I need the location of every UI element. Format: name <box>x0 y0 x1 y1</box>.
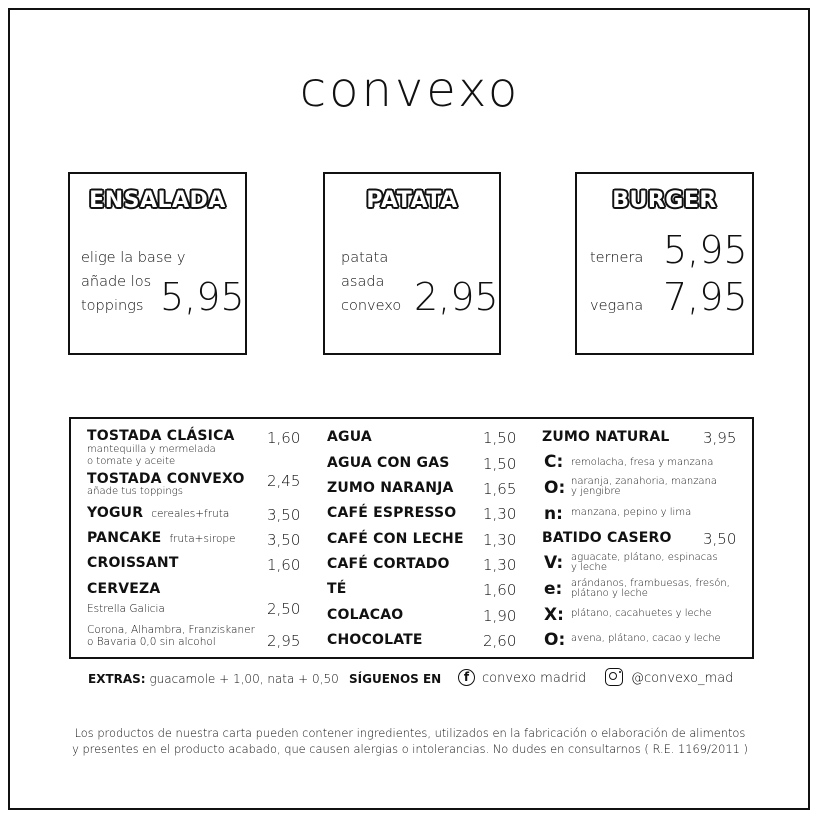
price-estrella-galicia: 2,50 <box>267 600 301 618</box>
burger-box <box>575 172 754 355</box>
sub-cervezas-2: o Bavaria 0,0 sin alcohol <box>87 636 216 648</box>
burger-title: BURGER <box>612 188 717 213</box>
item-zumo-natural: ZUMO NATURAL <box>542 429 670 445</box>
price-zumo-natural: 3,95 <box>703 429 737 447</box>
extras-text: guacamole + 1,00, nata + 0,50 <box>149 672 339 686</box>
batido-desc-e-2: plátano y leche <box>571 588 648 599</box>
burger-option-ternera: ternera <box>590 250 644 266</box>
yogur-name: YOGUR <box>87 505 144 521</box>
zumo-letter-c: C: <box>544 452 564 472</box>
item-yogur <box>87 505 229 521</box>
price-cafe-espresso: 1,30 <box>483 505 517 523</box>
extras-label: EXTRAS: <box>88 672 146 686</box>
batido-letter-e: e: <box>544 579 563 599</box>
batido-desc-v-1: aguacate, plátano, espinacas <box>571 552 718 563</box>
patata-box <box>323 172 501 355</box>
sub-estrella-galicia: Estrella Galicia <box>87 603 165 615</box>
allergen-notice-line-1: Los productos de nuestra carta pueden contener ingredientes, utilizados en la fabricación o elaboración de alimentos <box>74 726 746 740</box>
zumo-desc-n: manzana, pepino y lima <box>571 507 692 518</box>
item-pancake <box>87 530 236 546</box>
zumo-desc-o-2: y jengibre <box>571 486 621 497</box>
price-tostada-convexo: 2,45 <box>267 472 301 490</box>
patata-title: PATATA <box>366 188 458 213</box>
batido-desc-o: avena, plátano, cacao y leche <box>571 633 721 644</box>
item-agua-con-gas: AGUA CON GAS <box>327 455 450 471</box>
price-tostada-clasica: 1,60 <box>267 429 301 447</box>
price-yogur: 3,50 <box>267 506 301 524</box>
burger-price-ternera: 5,95 <box>663 228 748 272</box>
facebook-handle[interactable]: convexo madrid <box>482 671 587 686</box>
price-cafe-cortado: 1,30 <box>483 556 517 574</box>
item-chocolate: CHOCOLATE <box>327 632 423 648</box>
sub-tostada-convexo: añade tus toppings <box>87 486 183 497</box>
item-cafe-con-leche: CAFÉ CON LECHE <box>327 531 464 547</box>
price-cervezas: 2,95 <box>267 632 301 650</box>
item-tostada-convexo: TOSTADA CONVEXO <box>87 471 245 487</box>
patata-desc-2: asada <box>341 274 385 290</box>
ensalada-box <box>68 172 247 355</box>
price-croissant: 1,60 <box>267 556 301 574</box>
price-chocolate: 2,60 <box>483 632 517 650</box>
price-agua: 1,50 <box>483 429 517 447</box>
ensalada-price: 5,95 <box>160 275 245 319</box>
zumo-letter-o: O: <box>544 478 566 498</box>
batido-letter-x: X: <box>544 605 564 625</box>
batido-letter-v: V: <box>544 553 564 573</box>
zumo-desc-c: remolacha, fresa y manzana <box>571 457 714 468</box>
batido-desc-v-2: y leche <box>571 562 608 573</box>
item-agua: AGUA <box>327 429 372 445</box>
price-batido-casero: 3,50 <box>703 530 737 548</box>
brand-logo: convexo <box>299 62 521 118</box>
sub-tostada-clasica-2: o tomate y aceite <box>87 456 176 467</box>
pancake-name: PANCAKE <box>87 530 162 546</box>
price-agua-con-gas: 1,50 <box>483 455 517 473</box>
price-colacao: 1,90 <box>483 607 517 625</box>
pancake-note: fruta+sirope <box>169 533 236 545</box>
zumo-letter-n: n: <box>544 504 563 524</box>
item-colacao: COLACAO <box>327 607 404 623</box>
yogur-note: cereales+fruta <box>151 508 230 520</box>
instagram-icon[interactable] <box>605 668 623 686</box>
price-pancake: 3,50 <box>267 531 301 549</box>
burger-price-vegana: 7,95 <box>663 275 748 319</box>
batido-desc-x: plátano, cacahuetes y leche <box>571 608 712 619</box>
price-te: 1,60 <box>483 581 517 599</box>
batido-letter-o: O: <box>544 630 566 650</box>
ensalada-desc-2: añade los <box>81 274 152 290</box>
extras-line <box>88 672 339 686</box>
sub-tostada-clasica-1: mantequilla y mermelada <box>87 444 216 455</box>
item-te: TÉ <box>327 581 347 597</box>
zumo-desc-o-1: naranja, zanahoria, manzana <box>571 476 718 487</box>
ensalada-desc-1: elige la base y <box>81 250 186 266</box>
burger-option-vegana: vegana <box>590 298 644 314</box>
item-cafe-espresso: CAFÉ ESPRESSO <box>327 505 457 521</box>
follow-label: SÍGUENOS EN <box>349 672 442 686</box>
facebook-icon[interactable]: f <box>458 669 475 686</box>
item-zumo-naranja: ZUMO NARANJA <box>327 480 454 496</box>
allergen-notice-line-2: y presentes en el producto acabado, que causen alergias o intolerancias. No dudes en consultarnos ( R.E. 1169/2011 ) <box>72 742 748 756</box>
price-zumo-naranja: 1,65 <box>483 480 517 498</box>
allergen-notice <box>40 725 780 757</box>
item-cerveza: CERVEZA <box>87 581 161 597</box>
ensalada-title: ENSALADA <box>89 188 226 213</box>
page-border <box>8 8 810 810</box>
patata-desc-3: convexo <box>341 298 402 314</box>
item-batido-casero: BATIDO CASERO <box>542 530 672 546</box>
item-cafe-cortado: CAFÉ CORTADO <box>327 556 450 572</box>
patata-desc-1: patata <box>341 250 389 266</box>
item-croissant: CROISSANT <box>87 555 179 571</box>
patata-price: 2,95 <box>414 275 499 319</box>
batido-desc-e-1: arándanos, frambuesas, fresón, <box>571 578 730 589</box>
instagram-handle[interactable]: @convexo_mad <box>631 671 734 686</box>
price-cafe-con-leche: 1,30 <box>483 531 517 549</box>
sub-cervezas-1: Corona, Alhambra, Franziskaner <box>87 624 255 636</box>
item-tostada-clasica: TOSTADA CLÁSICA <box>87 428 235 444</box>
ensalada-desc-3: toppings <box>81 298 144 314</box>
